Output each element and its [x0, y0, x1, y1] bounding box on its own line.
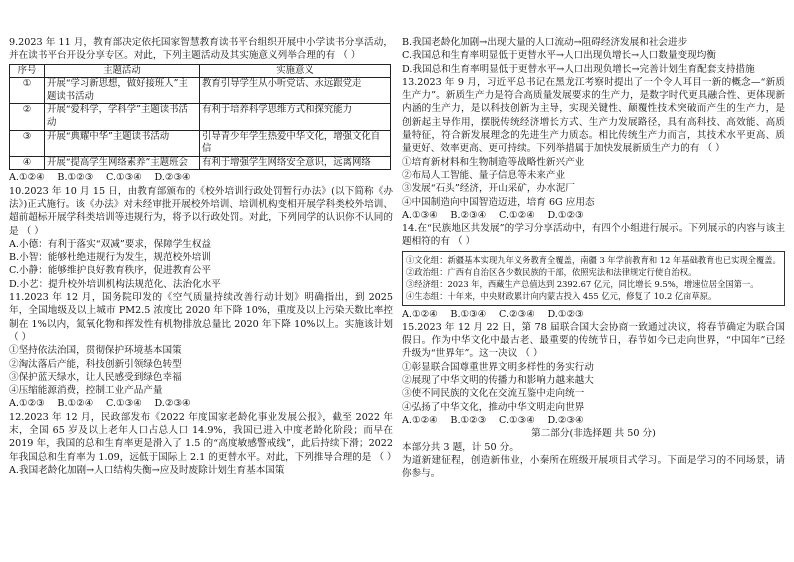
q13-statement-2: ②布局人工智能、量子信息等未来产业 — [402, 169, 566, 181]
part2-title: 第二部分(非选择题 共 50 分) — [531, 428, 656, 440]
q9-table-row — [10, 130, 391, 156]
q9-row-meaning: 引导青少年学生热爱中华文化，增强文化自信 — [200, 130, 391, 156]
q12-option-d: D.我国总和生育率明显低于更替水平→人口出现负增长→完善计划生育配套支持措施 — [402, 63, 755, 75]
left-column — [9, 36, 397, 477]
q12-stem: 12.2023 年 12 月，民政部发布《2022 年度国家老龄化事业发展公报》，截至 2022 年末，全国 65 岁及以上老年人口占总人口 14.9%，我国已进入中度老龄化阶段；而早在 2019 年，我国的总和生育率更是滑入了 1.5 的“高度敏感警戒线”，此后持续下滑；2022 年我国总和生育率为 1.09，远低于国际上 2.1 的更替水平。对此，下列推导合理的是 （ ） — [9, 411, 397, 463]
part2-note: 本部分共 3 题，计 50 分。 — [402, 441, 519, 453]
q9-row-seq: ② — [10, 104, 45, 130]
q9-table-row — [10, 78, 391, 104]
q9-row-meaning: 教育引导学生从小听党话、永远跟党走 — [200, 78, 391, 104]
q10-stem: 10.2023 年 10 月 15 日，由教育部颁布的《校外培训行政处罚暂行办法》(以下简称《办法》)正式施行。该《办法》对未经审批开展校外培训、培训机构变相开展学科类校外培训、超前超标开展学科类培训等违规行为，将予以行政处罚。对此，下列同学的认识你不认同的是 （ ） — [9, 185, 393, 237]
q14-box-line: ②政治组：广西有自治区各少数民族的干部，依照宪法和法律规定行使自治权。 — [406, 266, 697, 277]
q15-answers: A.①②④ B.①②③ C.①③④ D.②③④ — [402, 414, 584, 426]
q10-option-c: C.小静：能够维护良好教育秩序，促进教育公平 — [9, 265, 211, 277]
right-column — [402, 36, 785, 480]
q11-stem: 11.2023 年 12 月，国务院印发的《空气质量持续改善行动计划》明确指出，到 2025 年，全国地级及以上城市 PM2.5 浓度比 2020 年下降 10%，重度及以上污染天数比率控制在 1%以内，氮氧化物和挥发性有机物排放总量比 2020 年下降 10%以上。实施该计划 （ ） — [9, 292, 393, 343]
q11-statement-1: ①坚持依法治国，贯彻保护环境基本国策 — [9, 345, 182, 357]
q9-row-meaning: 有利于增强学生网络安全意识，远离网络 — [200, 156, 391, 170]
q9-row-seq: ③ — [10, 130, 45, 156]
q12-option-a: A.我国老龄化加剧→人口结构失衡→应及时废除计划生育基本国策 — [9, 464, 285, 476]
q14-box-line: ①文化组：新疆基本实现九年义务教育全覆盖，南疆 3 年学前教育和 12 年基础教育也已实现全覆盖。 — [406, 254, 781, 265]
q14-box-line: ③经济组：2023 年，西藏生产总值达到 2392.67 亿元，同比增长 9.5%，增速位居全国第一。 — [406, 279, 759, 290]
q9-row-seq: ④ — [10, 156, 45, 170]
q13-statement-4: ④中国制造向中国智造迈进，培育 6G 应用态 — [402, 196, 595, 208]
q15-statement-2: ②展现了中华文明的传播力和影响力越来越大 — [402, 375, 594, 387]
q9-row-seq: ① — [10, 78, 45, 104]
q9-table-row — [10, 156, 391, 170]
q9-row-meaning: 有利于培养科学思维方式和探究能力 — [200, 104, 391, 130]
q11-statement-2: ②淘汰落后产能，科技创新引领绿色转型 — [9, 358, 182, 370]
q9-options: A.①②④ B.①②③ C.①③④ D.②③④ — [9, 172, 191, 184]
q9-row-activity: 开展“提高学生网络素养”主题班会 — [45, 156, 200, 170]
q10-option-a: A.小德：有利于落实“双减”要求，保障学生权益 — [9, 238, 212, 250]
q9-row-activity: 开展“爱科学，学科学”主题读书活动 — [45, 104, 200, 130]
q9-stem: 9.2023 年 11 月，教育部决定依托国家智慧教育读书平台组织开展中小学读书分享活动，并在读书平台开设分享专区。对此，下列主题活动及其实施意义列举合理的有 （ ） — [9, 37, 393, 62]
q14-info-box — [402, 251, 785, 306]
q14-answers: A.①②④ B.①③④ C.②③④ D.①②③ — [402, 308, 584, 320]
q15-statement-3: ③使不同民族的文化在交流互鉴中走向统一 — [402, 388, 585, 400]
q12-option-c: C.我国总和生育率明显低于更替水平→人口出现负增长→人口数量变现均衡 — [402, 50, 716, 62]
q13-statement-1: ①培育新材料和生物制造等战略性新兴产业 — [402, 156, 585, 168]
part2-intro: 为道新建征程，创造新伟业，小秦所在班级开展项目式学习。下面是学习的不同场景，请你参与。 — [402, 454, 785, 480]
q14-stem: 14.在“民族地区共发展”的学习分享活动中，有四个小组进行展示。下列展示的内容与该主题相符的有 （ ） — [402, 223, 785, 248]
q13-stem: 13.2023 年 9 月，习近平总书记在黑龙江考察时提出了一个令人耳目一新的概念—“新质生产力”。新质生产力是符合高质量发展要求的生产力，是数字时代更具融合性、更体现新内涵的生产力，是以科技创新为主导，实现关键性、颠覆性技术突破而产生的生产力，是创新起主导作用，摆脱传统经济增长方式、生产力发展路径，具有高科技、高效能、高质量特征，符合新发展理念的先进生产力质态。相比传统生产力而言，其技术水平更高、质量更好、效率更高、更可持续。下列举措属于加快发展新质生产力的有 （ ） — [402, 76, 785, 155]
q15-statement-1: ①彰显联合国尊重世界文明多样性的务实行动 — [402, 361, 594, 373]
q14-box-line: ④生态组：十年来，中央财政累计向内蒙古投入 455 亿元，修复了 10.2 亿亩草原。 — [406, 291, 717, 302]
q11-statement-4: ④压缩能源消费，控制工业产品产量 — [9, 385, 163, 397]
q9-header-seq: 序号 — [10, 64, 45, 78]
q15-statement-4: ④弘扬了中华文化，推动中华文明走向世界 — [402, 401, 585, 413]
q9-table — [9, 64, 391, 171]
q10-option-d: D.小艺：提升校外培训机构法规范化、法治化水平 — [9, 278, 221, 290]
q11-statement-3: ③保护蓝天绿水，让人民感受到绿色幸福 — [9, 371, 182, 383]
q13-answers: A.①③④ B.②③④ C.①②④ D.①②③ — [402, 209, 584, 221]
q9-table-row — [10, 104, 391, 130]
q11-answers: A.①②③ B.①②④ C.①③④ D.②③④ — [9, 398, 191, 410]
q9-row-activity: 开展“学习新思想，做好接班人”主题读书活动 — [45, 78, 200, 104]
q13-statement-3: ③发展“石头”经济，开山采矿，办水泥厂 — [402, 183, 575, 195]
q10-option-b: B.小智：能够杜绝违规行为发生，规范校外培训 — [9, 252, 211, 264]
q9-header-meaning: 实施意义 — [200, 64, 391, 78]
q9-header-activity: 主题活动 — [45, 64, 200, 78]
q15-stem: 15.2023 年 12 月 22 日，第 78 届联合国大会协商一致通过决议，将春节确定为联合国假日。作为中华文化中最古老、最重要的传统节日，春节如今已走向世界，“中国年”已经升级为“世界年”。这一决议 （ ） — [402, 321, 785, 360]
q12-option-b: B.我国老龄化加剧→出现大量的人口流动→阻碍经济发展和社会进步 — [402, 37, 688, 48]
q9-row-activity: 开展“典耀中华”主题读书活动 — [45, 130, 200, 156]
